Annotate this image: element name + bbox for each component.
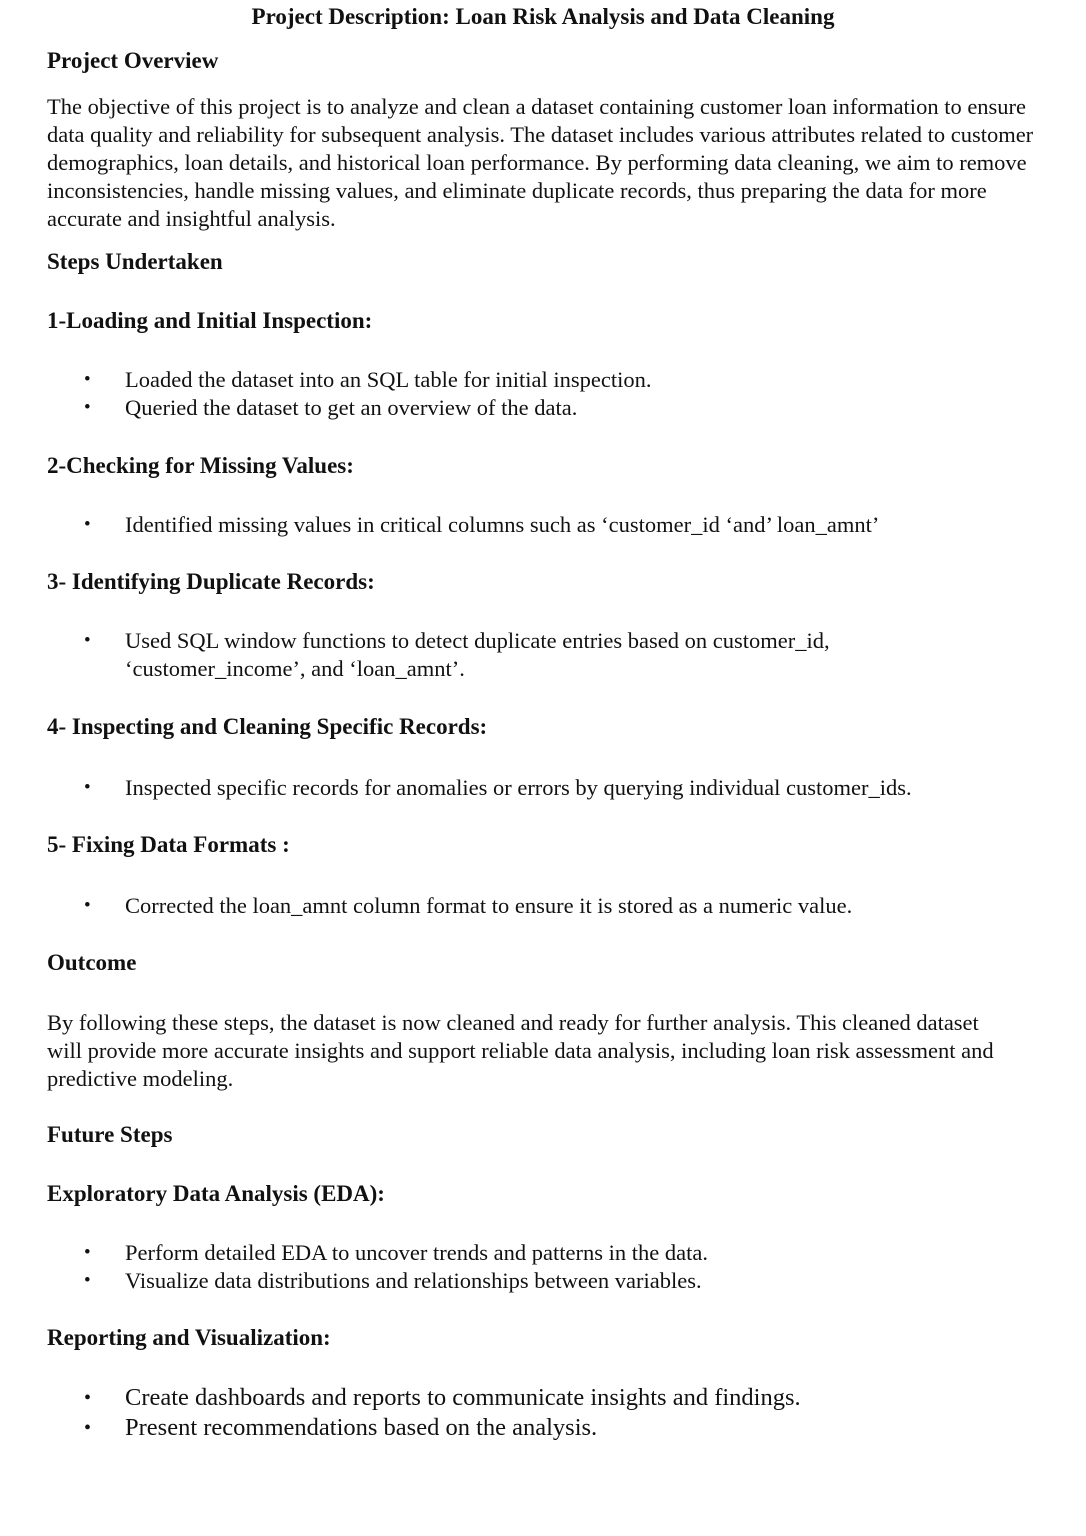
list-item-text: Present recommendations based on the analysis. [125, 1414, 598, 1441]
outcome-paragraph: By following these steps, the dataset is now cleaned and ready for further analysis. This cleaned dataset will provide more accurate insights and support reliable data analysis, including loan risk assessment and predictive modeling. [47, 1010, 994, 1091]
overview-heading: Project Overview [47, 48, 219, 73]
list-item [84, 1239, 708, 1267]
future-steps-heading: Future Steps [47, 1122, 173, 1147]
list-item [84, 1383, 801, 1413]
bullet-icon: • [84, 514, 91, 535]
steps-heading: Steps Undertaken [47, 249, 223, 274]
list-item-text: Corrected the loan_amnt column format to ensure it is stored as a numeric value. [125, 893, 853, 918]
list-item-text: Identified missing values in critical columns such as ‘customer_id ‘and’ loan_amnt’ [125, 512, 880, 537]
step-1-heading: 1-Loading and Initial Inspection: [47, 308, 373, 333]
list-item-text: Inspected specific records for anomalies or errors by querying individual customer_ids. [125, 775, 912, 800]
bullet-icon: • [84, 777, 91, 798]
bullet-icon: • [84, 630, 91, 651]
step-4-heading: 4- Inspecting and Cleaning Specific Records: [47, 714, 488, 739]
list-item [84, 366, 652, 394]
list-item-text: Queried the dataset to get an overview of the data. [125, 395, 578, 420]
bullet-icon: • [84, 1417, 92, 1439]
step-2-heading: 2-Checking for Missing Values: [47, 453, 354, 478]
bullet-icon: • [84, 369, 91, 390]
bullet-icon: • [84, 1242, 91, 1263]
document-title: Project Description: Loan Risk Analysis and Data Cleaning [251, 4, 835, 29]
eda-heading: Exploratory Data Analysis (EDA): [47, 1181, 385, 1206]
list-item [84, 774, 912, 802]
bullet-icon: • [84, 1387, 92, 1409]
list-item-text: Create dashboards and reports to communicate insights and findings. [125, 1384, 801, 1411]
list-item [84, 1267, 702, 1295]
overview-paragraph: The objective of this project is to analyze and clean a dataset containing customer loan information to ensure data quality and reliability for subsequent analysis. The dataset includes various attributes related to customer demographics, loan details, and historical loan performance. By performing data cleaning, we aim to remove inconsistencies, handle missing values, and eliminate duplicate records, thus preparing the data for more accurate and insightful analysis. [47, 94, 1034, 231]
list-item [84, 892, 852, 920]
bullet-icon: • [84, 1270, 91, 1291]
step-3-heading: 3- Identifying Duplicate Records: [47, 569, 375, 594]
reporting-heading: Reporting and Visualization: [47, 1325, 331, 1350]
bullet-icon: • [84, 895, 91, 916]
list-item [84, 627, 830, 683]
bullet-icon: • [84, 397, 91, 418]
step-5-heading: 5- Fixing Data Formats : [47, 832, 290, 857]
list-item [84, 1413, 597, 1443]
list-item-text: Visualize data distributions and relationships between variables. [125, 1268, 702, 1293]
list-item-text: Perform detailed EDA to uncover trends and patterns in the data. [125, 1240, 708, 1265]
outcome-heading: Outcome [47, 950, 137, 975]
list-item-text: Loaded the dataset into an SQL table for initial inspection. [125, 367, 652, 392]
list-item-text: Used SQL window functions to detect duplicate entries based on customer_id, ‘customer_income’, and ‘loan_amnt’. [125, 628, 830, 681]
list-item [84, 394, 577, 422]
list-item [84, 511, 879, 539]
